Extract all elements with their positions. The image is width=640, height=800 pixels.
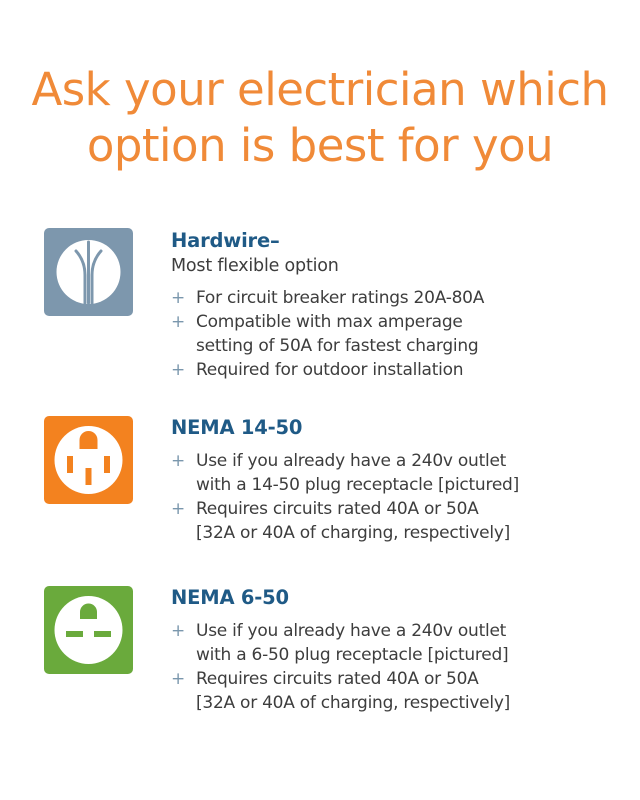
plus-icon: + xyxy=(171,451,185,471)
option-title: NEMA 6-50 xyxy=(171,586,289,609)
bullet-text: For circuit breaker ratings 20A-80A xyxy=(196,288,485,308)
bullet-text: Use if you already have a 240v outlet xyxy=(196,621,507,641)
bullet-text: Use if you already have a 240v outlet xyxy=(196,451,507,471)
list-item xyxy=(171,358,611,382)
plus-icon: + xyxy=(171,360,185,380)
list-item xyxy=(171,449,611,497)
plus-icon: + xyxy=(171,312,185,332)
nema-6-50-outlet-icon xyxy=(44,586,133,674)
nema-14-50-outlet-graphic xyxy=(44,416,133,504)
bullet-text: [32A or 40A of charging, respectively] xyxy=(196,523,511,543)
bullet-text: with a 6-50 plug receptacle [pictured] xyxy=(196,645,509,665)
list-item xyxy=(171,497,611,545)
option-nema-14-50-text xyxy=(171,416,611,545)
headline-line-2: option is best for you xyxy=(86,119,554,172)
option-nema-6-50-text xyxy=(171,586,611,715)
option-title: NEMA 14-50 xyxy=(171,416,303,439)
option-hardwire-text xyxy=(171,228,611,382)
plus-icon: + xyxy=(171,288,185,308)
option-subtitle: Most flexible option xyxy=(171,256,339,276)
headline-line-1: Ask your electrician which xyxy=(31,63,609,116)
list-item xyxy=(171,286,611,310)
nema-14-50-outlet-icon xyxy=(44,416,133,504)
bullet-text: [32A or 40A of charging, respectively] xyxy=(196,693,511,713)
bullet-text: Requires circuits rated 40A or 50A xyxy=(196,669,479,689)
plus-icon: + xyxy=(171,499,185,519)
bullet-list xyxy=(171,619,611,715)
hardwire-cable-graphic xyxy=(44,228,133,316)
hardwire-cable-icon xyxy=(44,228,133,316)
bullet-text: Required for outdoor installation xyxy=(196,360,464,380)
bullet-text: setting of 50A for fastest charging xyxy=(196,336,479,356)
option-title: Hardwire– xyxy=(171,229,280,252)
nema-6-50-outlet-graphic xyxy=(44,586,133,674)
list-item xyxy=(171,667,611,715)
page-headline xyxy=(0,62,640,174)
list-item xyxy=(171,310,611,358)
bullet-list xyxy=(171,449,611,545)
bullet-list xyxy=(171,286,611,382)
plus-icon: + xyxy=(171,621,185,641)
plus-icon: + xyxy=(171,669,185,689)
list-item xyxy=(171,619,611,667)
bullet-text: with a 14-50 plug receptacle [pictured] xyxy=(196,475,519,495)
bullet-text: Compatible with max amperage xyxy=(196,312,463,332)
bullet-text: Requires circuits rated 40A or 50A xyxy=(196,499,479,519)
